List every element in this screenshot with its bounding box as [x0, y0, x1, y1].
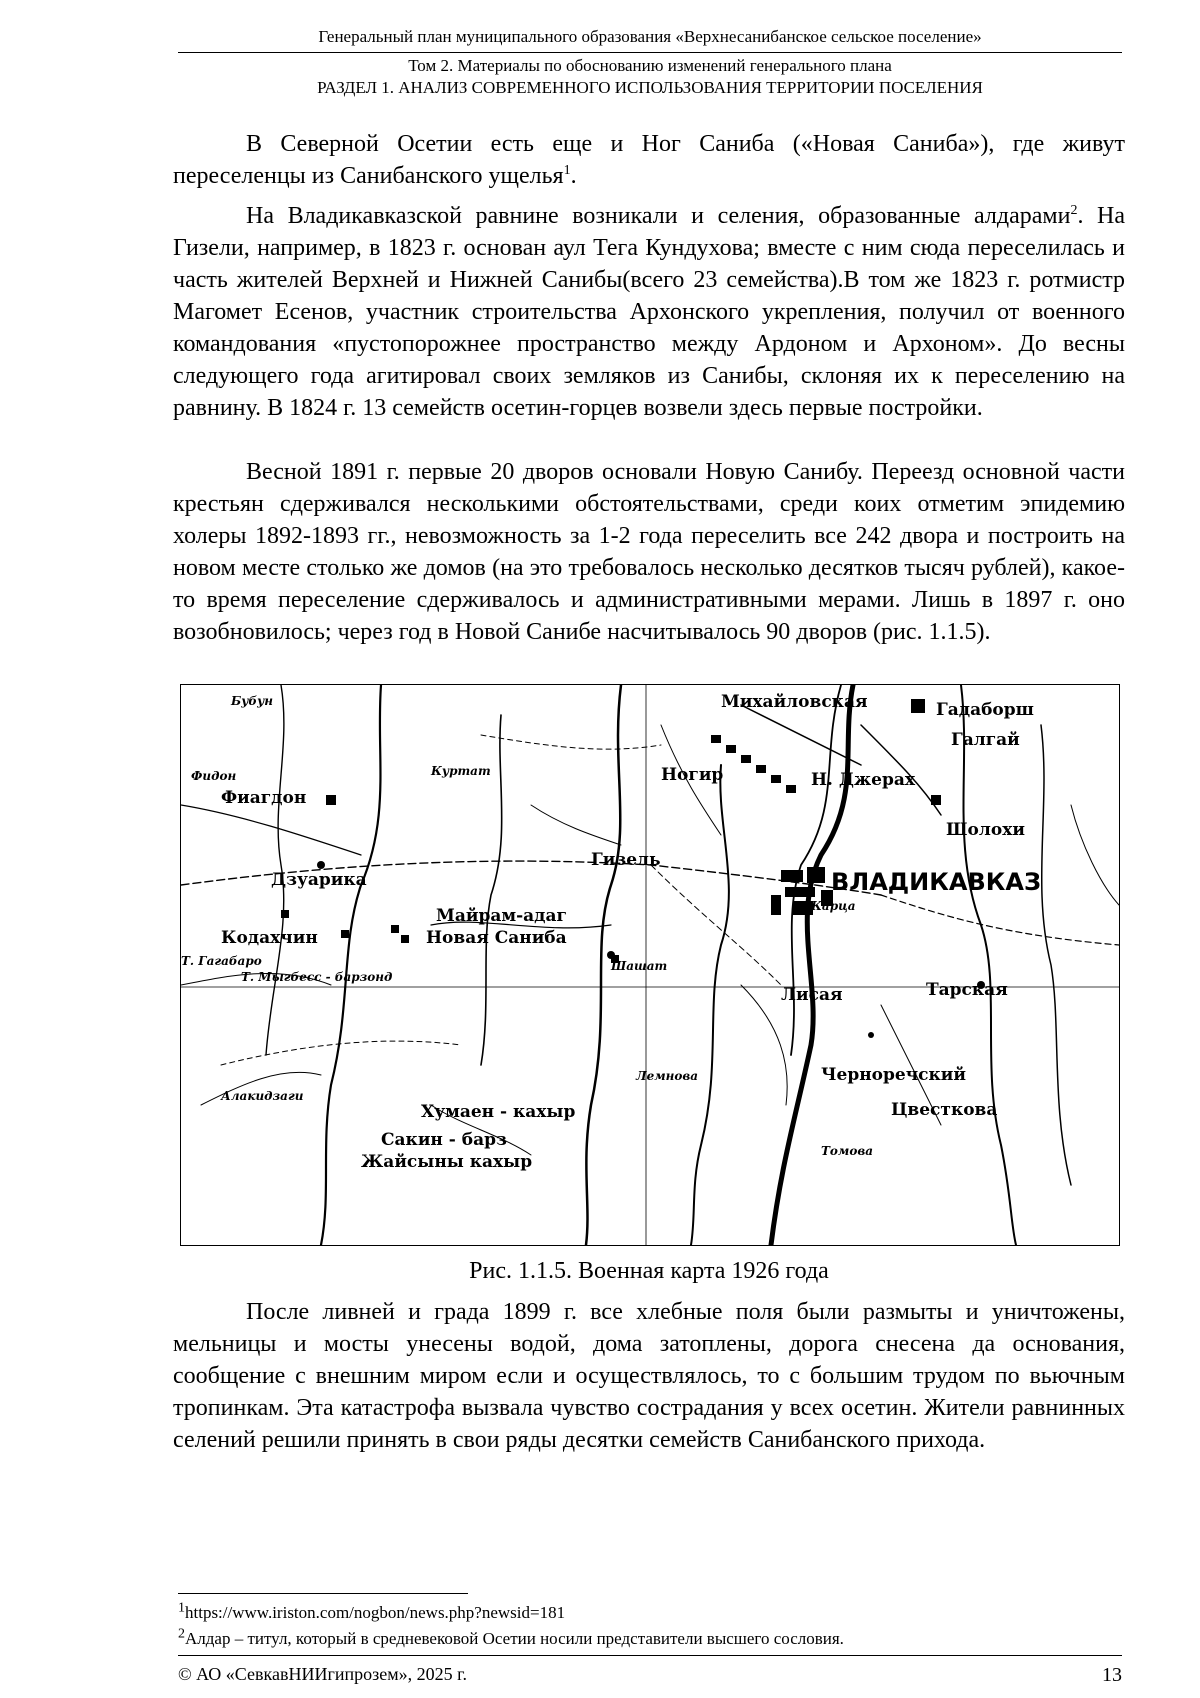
paragraph-4: После ливней и града 1899 г. все хлебные поля были размыты и уничтожены, мельницы и мосты унесены водой, дома затоплены, дорога снесена да основания, сообщение с внешним миром если и осуществлялось, то с большим трудом по вьючным тропинкам. Эта катастрофа вызвала чувство сострадания у всех осетин. Жители равнинных селений решили принять в свои ряды десятки семейств Санибанского прихода. [173, 1299, 1125, 1453]
footnote-1 [178, 1600, 844, 1626]
military-map-1926 [180, 684, 1120, 1246]
paragraph-1-end: . [570, 163, 577, 189]
document-title: Генеральный план муниципального образования «Верхнесанибанское сельское поселение» [178, 26, 1122, 53]
page-header [178, 26, 1122, 99]
label-shashat: Шашат [611, 959, 668, 973]
label-n-dzherakh: Н. Джерах [811, 770, 916, 790]
footnote-ref-2[interactable]: 2 [1070, 203, 1078, 218]
footnote-2 [178, 1626, 844, 1652]
footnote-ref-1[interactable]: 1 [563, 163, 571, 178]
footnote-1-number: 1 [178, 1600, 185, 1616]
label-figdon: Фиагдон [221, 788, 307, 808]
label-tarskaya: Тарская [926, 980, 1008, 1000]
label-fiadon: Фидон [191, 769, 237, 783]
label-khumaen-kakhyr: Хумаен - кахыр [421, 1102, 576, 1122]
paragraph-2 [173, 200, 1125, 424]
paragraph-2-text-a: На Владикавказской равнине возникали и селения, образованные алдарами [246, 203, 1071, 229]
label-sholokhi: Шолохи [946, 820, 1025, 840]
label-ninbes: Т. Мыгбесс - барзонд [241, 970, 393, 984]
page-number: 13 [1102, 1664, 1122, 1686]
section-title: РАЗДЕЛ 1. АНАЛИЗ СОВРЕМЕННОГО ИСПОЛЬЗОВАНИЯ ТЕРРИТОРИИ ПОСЕЛЕНИЯ [317, 78, 983, 97]
label-lisaya: Лисая [781, 985, 843, 1005]
paragraph-2-text-b: . На Гизели, например, в 1823 г. основан аул Тега Кундухова; вместе с ним сюда переселилась и часть жителей Верхней и Нижней Санибы(всего 23 семейства).В том же 1823 г. ротмистр Магомет Есенов, участник строительства Архонского укрепления, получил от военного командования «пустопорожнее пространство между Ардоном и Архоном». До весны следующего года агитировал своих земляков из Санибы, склоняя их к переселению на равнину. В 1824 г. 13 семейств осетин-горцев возвели здесь первые постройки. [173, 203, 1126, 421]
label-makray-adag: Майрам-адаг [436, 906, 567, 926]
label-gadaborsh: Гадаборш [936, 700, 1034, 720]
label-chernorechensky: Черноречский [821, 1065, 966, 1085]
footnote-2-text: Алдар – титул, который в средневековой Осетии носили представители высшего сословия. [185, 1629, 844, 1648]
footer-copyright: © АО «СевкавНИИгипрозем», 2025 г. [178, 1664, 467, 1684]
footnotes [178, 1600, 844, 1652]
label-mikhailovskaya: Михайловская [721, 692, 868, 712]
paragraph-1 [173, 128, 1125, 192]
label-novaya-saniba: Новая Саниба [426, 928, 567, 948]
label-galgay: Галгай [951, 730, 1020, 750]
paragraph-1-text: В Северной Осетии есть еще и Ног Санибa («Новая Саниба»), где живут переселенцы из Санибанского ущелья [173, 131, 1125, 189]
label-kodakhchin: Кодахчин [221, 928, 318, 948]
map-drawing [181, 685, 1119, 1245]
figure-caption: Рис. 1.1.5. Военная карта 1926 года [469, 1258, 829, 1284]
paragraph-3: Весной 1891 г. первые 20 дворов основали Новую Санибу. Переезд основной части крестьян сдерживался несколькими обстоятельствами, среди коих отметим эпидемию холеры 1892-1893 гг., невозможность за 1-2 года переселить все 242 двора и построить на новом месте столько же домов (на это требовалось несколько десятков тысяч рублей), какое-то время переселение сдерживалось и административными мерами. Лишь в 1897 г. оно возобновилось; через год в Новой Санибе насчитывалось 90 дворов (рис. 1.1.5). [173, 459, 1125, 645]
label-tomova: Томова [821, 1144, 874, 1158]
label-kurtat: Куртат [431, 764, 491, 778]
volume-title: Том 2. Материалы по обоснованию изменений генерального плана [408, 56, 892, 75]
label-vladikavkaz: ВЛАДИКАВКАЗ [831, 868, 1041, 896]
label-sakin-barz: Сакин - барз [381, 1130, 507, 1150]
label-lemnova: Лемнова [636, 1069, 699, 1083]
label-gizel: Гизель [591, 850, 661, 870]
label-bubun: Бубун [231, 694, 274, 708]
footnote-divider [178, 1593, 468, 1594]
footnote-1-link[interactable]: https://www.iriston.com/nogbon/news.php?newsid=181 [185, 1603, 566, 1622]
label-kartsa: Карца [811, 899, 856, 913]
footnote-2-number: 2 [178, 1626, 185, 1642]
label-zhaysyny-kakhyr: Жайсыны кахыр [361, 1152, 533, 1172]
label-tegahad: Т. Гагабаро [181, 954, 262, 968]
label-dzuarika: Дзуарика [271, 870, 367, 890]
label-nogir: Ногир [661, 765, 724, 785]
footer-divider [178, 1655, 1122, 1656]
label-tsvetkova: Цвесткова [891, 1100, 998, 1120]
label-alaki: Алакидзаги [221, 1089, 304, 1103]
